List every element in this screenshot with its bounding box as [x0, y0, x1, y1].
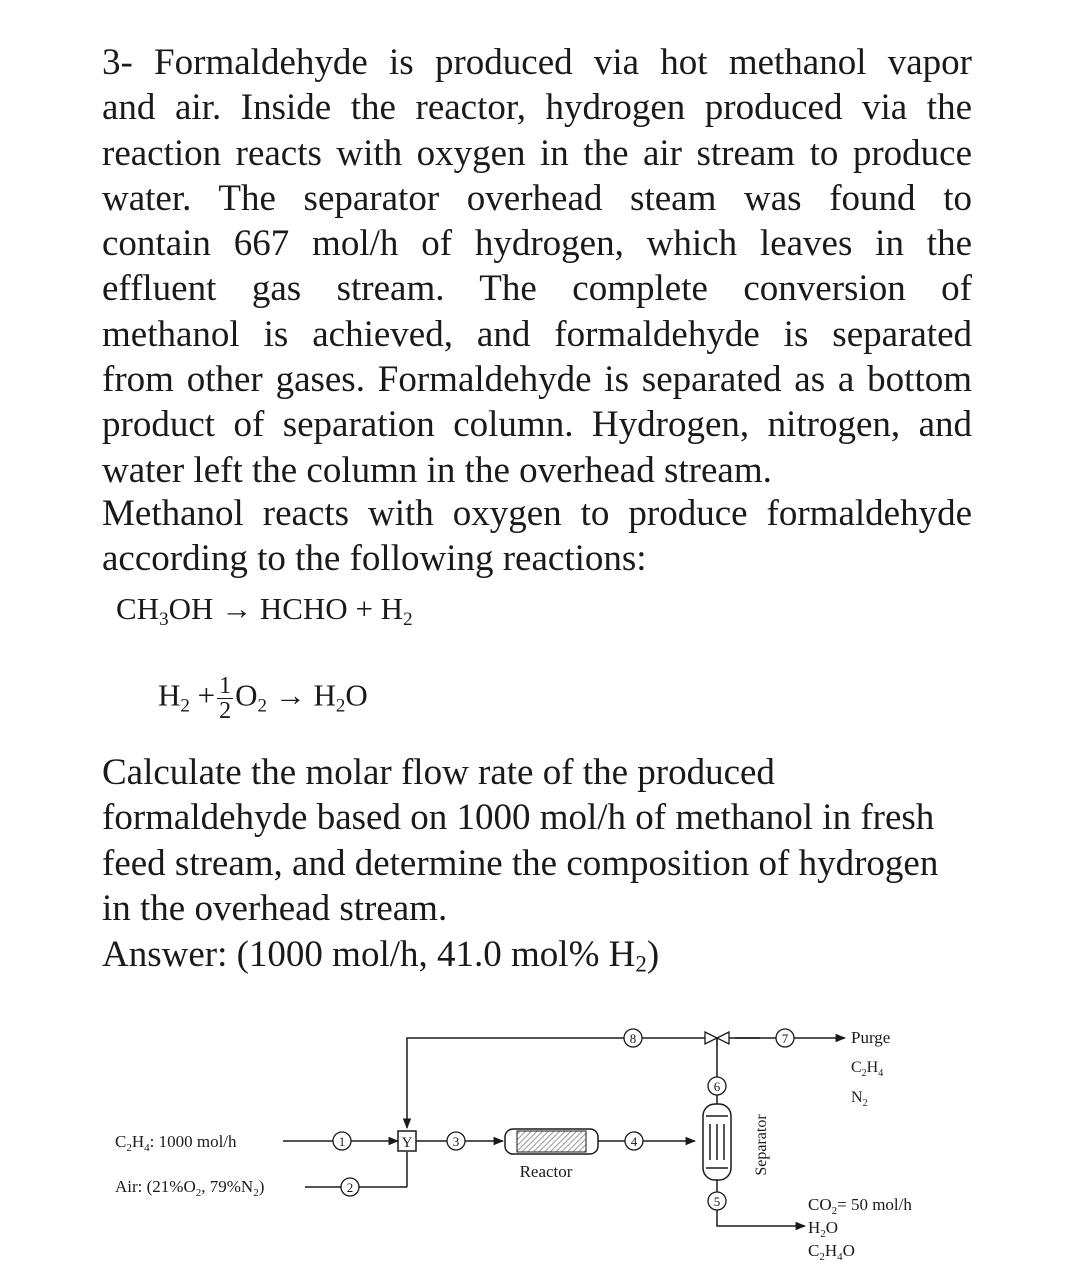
text-line: Calculate the molar flow rate of the produced: [102, 752, 775, 793]
stream-number: 7: [781, 1031, 789, 1046]
reaction-equation-2: $H_2$ + $\frac{1}{2}$ $O_2 \to H_2O$: [158, 673, 368, 724]
text-line: effluent gas stream. The complete conversion of: [102, 268, 972, 310]
stream-number: 3: [452, 1134, 460, 1149]
reactor-label: Reactor: [519, 1162, 573, 1181]
stream-number: 6: [713, 1079, 721, 1094]
bottom-c2h4o: $C_2H_4O$: [808, 1241, 855, 1263]
text-line: water left the column in the overhead stream.: [102, 449, 772, 491]
text-line: methanol is achieved, and formaldehyde is separated: [102, 313, 972, 355]
bottom-co2: $CO_2= 50$ mol/h: [808, 1195, 912, 1217]
purge-valve-icon: [705, 1032, 729, 1046]
mixer: [398, 1131, 416, 1151]
reaction-equation-1: $CH_3OH$ → HCHO + $H_2$: [116, 591, 413, 630]
text-line: product of separation column. Hydrogen, nitrogen, and: [102, 404, 972, 446]
purge-n2: $N_2$: [851, 1089, 868, 1109]
text-line: from other gases. Formaldehyde is separated as a bottom: [102, 359, 972, 401]
text-line: reaction reacts with oxygen in the air stream to produce: [102, 132, 972, 174]
purge-c2h4: $C_2H_4$: [851, 1059, 884, 1079]
problem-paragraph: [102, 40, 972, 493]
stream-number: 4: [630, 1134, 638, 1149]
svg-text:Y: Y: [401, 1135, 413, 1151]
text-line: according to the following reactions:: [102, 538, 647, 580]
bottom-h2o: $H_2O$: [808, 1218, 839, 1240]
reactor: [505, 1129, 598, 1154]
feed-label-air: Air: ($21\%O_2$, $79\%N_2$): [115, 1177, 265, 1199]
fraction-one-half: $\frac{1}{2}$: [219, 673, 232, 724]
stream-line-5: [717, 1180, 805, 1226]
stream-number: 1: [338, 1134, 346, 1149]
text-line: and air. Inside the reactor, hydrogen produced via the: [102, 87, 972, 129]
text-line: water. The separator overhead steam was found to: [102, 177, 972, 219]
stream-number: 8: [629, 1031, 637, 1046]
stream-number: 2: [346, 1180, 354, 1195]
separator: [703, 1104, 731, 1180]
purge-title: Purge: [851, 1028, 891, 1047]
stream-number: 5: [713, 1194, 721, 1209]
text-line: in the overhead stream.: [102, 887, 448, 929]
process-flow-diagram: [0, 1000, 1076, 1280]
text-line: Methanol reacts with oxygen to produce formaldehyde: [102, 493, 972, 534]
text-line: feed stream, and determine the composition of hydrogen: [102, 842, 939, 884]
reaction-intro: [102, 491, 972, 582]
text-line: contain 667 mol/h of hydrogen, which leaves in the: [102, 223, 972, 265]
separator-label: Separator: [753, 1114, 770, 1176]
text-line: formaldehyde based on 1000 mol/h of methanol in fresh: [102, 797, 935, 839]
answer-line: Answer: (1000 mol/h, 41.0 mol% $H_2$): [102, 934, 660, 977]
question-paragraph: [102, 750, 972, 931]
feed-label-c2h4: $C_2H_4$: 1000 mol/h: [115, 1132, 237, 1154]
text-line: 3- Formaldehyde is produced via hot methanol vapor: [102, 42, 972, 83]
